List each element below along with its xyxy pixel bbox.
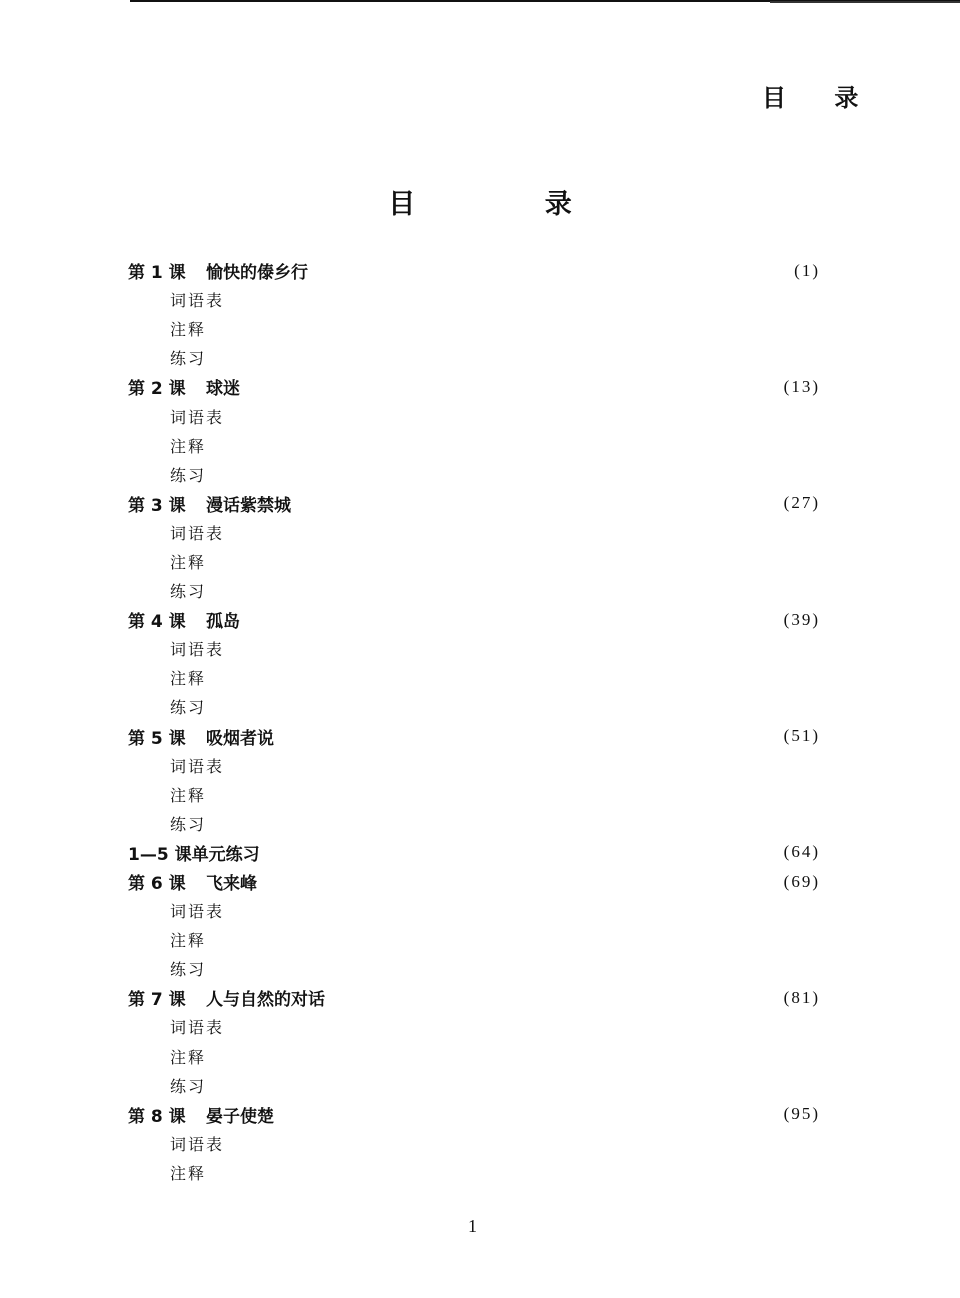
- toc-entry-heading: [128, 607, 252, 632]
- lesson-title: 愉快的傣乡行: [206, 263, 308, 284]
- toc-subentry-label: 注释: [170, 1163, 207, 1183]
- toc-subentry-label: 词语表: [170, 1018, 225, 1038]
- toc-subentry-label: 注释: [170, 931, 207, 951]
- page-reference: (81): [783, 987, 820, 1007]
- toc-entry-heading: [128, 1102, 286, 1127]
- dot-leader: [269, 875, 774, 889]
- lesson-number: 第 7 课: [128, 990, 186, 1011]
- toc-subentry-label: 练习: [170, 1076, 207, 1096]
- toc-subentry[interactable]: [128, 343, 820, 372]
- toc-subentry[interactable]: [128, 634, 820, 663]
- toc-subentry[interactable]: [128, 285, 820, 314]
- top-rule-right: [770, 1, 960, 3]
- toc-subentry[interactable]: [128, 460, 820, 489]
- toc-subentry-label: 注释: [170, 552, 207, 572]
- dot-leader: [303, 496, 774, 510]
- toc-subentry-label: 注释: [170, 1047, 207, 1067]
- toc-subentry-label: 词语表: [170, 640, 225, 660]
- toc-subentry-label: 词语表: [170, 291, 225, 311]
- lesson-number: 第 6 课: [128, 874, 186, 895]
- lesson-title: 孤岛: [206, 612, 240, 633]
- running-head: 目 录: [762, 84, 879, 112]
- dot-leader: [272, 845, 774, 859]
- toc-subentry[interactable]: [128, 576, 820, 605]
- page-reference: (51): [783, 726, 820, 746]
- page-reference: (13): [783, 376, 820, 396]
- lesson-title: 1—5 课单元练习: [128, 844, 260, 865]
- lesson-title: 漫话紫禁城: [206, 495, 291, 516]
- toc-subentry[interactable]: [128, 1129, 820, 1158]
- toc-subentry-label: 词语表: [170, 1134, 225, 1154]
- toc-subentry[interactable]: [128, 663, 820, 692]
- toc-lesson-entry[interactable]: [128, 983, 820, 1012]
- toc-subentry[interactable]: [128, 809, 820, 838]
- toc-subentry[interactable]: [128, 751, 820, 780]
- page-reference: (64): [783, 842, 820, 862]
- toc-unit-exercise[interactable]: [128, 838, 820, 867]
- dot-leader: [286, 729, 774, 743]
- lesson-title: 人与自然的对话: [206, 990, 325, 1011]
- toc-subentry[interactable]: [128, 1042, 820, 1071]
- lesson-number: 第 8 课: [128, 1106, 186, 1127]
- toc-lesson-entry[interactable]: [128, 867, 820, 896]
- toc-subentry-label: 练习: [170, 698, 207, 718]
- toc-subentry[interactable]: [128, 518, 820, 547]
- toc-subentry[interactable]: [128, 314, 820, 343]
- lesson-number: 第 1 课: [128, 263, 186, 284]
- toc-lesson-entry[interactable]: [128, 1100, 820, 1129]
- toc-subentry[interactable]: [128, 780, 820, 809]
- lesson-number: 第 4 课: [128, 612, 186, 633]
- toc-subentry-label: 词语表: [170, 407, 225, 427]
- table-of-contents: [128, 256, 820, 1187]
- toc-subentry[interactable]: [128, 925, 820, 954]
- lesson-number: 第 2 课: [128, 379, 186, 400]
- page-number: 1: [468, 1216, 477, 1236]
- toc-subentry[interactable]: [128, 431, 820, 460]
- toc-subentry-label: 注释: [170, 669, 207, 689]
- toc-subentry[interactable]: [128, 1071, 820, 1100]
- toc-subentry-label: 词语表: [170, 756, 225, 776]
- lesson-title: 飞来峰: [206, 874, 257, 895]
- page-reference: (69): [783, 871, 820, 891]
- dot-leader: [337, 991, 774, 1005]
- dot-leader: [252, 613, 774, 627]
- toc-subentry[interactable]: [128, 692, 820, 721]
- toc-lesson-entry[interactable]: [128, 372, 820, 401]
- lesson-number: 第 5 课: [128, 728, 186, 749]
- lesson-title: 吸烟者说: [206, 728, 274, 749]
- toc-subentry-label: 注释: [170, 320, 207, 340]
- page-reference: (95): [783, 1104, 820, 1124]
- toc-entry-heading: [128, 724, 286, 749]
- toc-lesson-entry[interactable]: [128, 605, 820, 634]
- toc-subentry[interactable]: [128, 547, 820, 576]
- toc-subentry[interactable]: [128, 1012, 820, 1041]
- toc-subentry-label: 练习: [170, 349, 207, 369]
- page-reference: (39): [783, 609, 820, 629]
- page-reference: (27): [783, 493, 820, 513]
- lesson-number: 第 3 课: [128, 495, 186, 516]
- dot-leader: [252, 380, 774, 394]
- toc-subentry-label: 词语表: [170, 902, 225, 922]
- toc-entry-heading: [128, 869, 269, 894]
- toc-subentry-label: 练习: [170, 465, 207, 485]
- toc-subentry[interactable]: [128, 954, 820, 983]
- toc-entry-heading: [128, 258, 320, 283]
- dot-leader: [286, 1107, 774, 1121]
- toc-entry-heading: [128, 840, 272, 865]
- toc-subentry-label: 练习: [170, 814, 207, 834]
- toc-entry-heading: [128, 985, 337, 1010]
- toc-subentry[interactable]: [128, 1158, 820, 1187]
- page-title: 目 录: [388, 189, 632, 220]
- lesson-title: 球迷: [206, 379, 240, 400]
- toc-subentry[interactable]: [128, 401, 820, 430]
- toc-subentry-label: 练习: [170, 582, 207, 602]
- page-reference: (1): [794, 260, 820, 280]
- toc-subentry[interactable]: [128, 896, 820, 925]
- lesson-title: 晏子使楚: [206, 1106, 274, 1127]
- toc-subentry-label: 词语表: [170, 523, 225, 543]
- toc-subentry-label: 练习: [170, 960, 207, 980]
- toc-entry-heading: [128, 491, 303, 516]
- toc-subentry-label: 注释: [170, 436, 207, 456]
- toc-lesson-entry[interactable]: [128, 722, 820, 751]
- toc-entry-heading: [128, 374, 252, 399]
- toc-lesson-entry[interactable]: [128, 256, 820, 285]
- dot-leader: [320, 264, 784, 278]
- toc-lesson-entry[interactable]: [128, 489, 820, 518]
- toc-subentry-label: 注释: [170, 785, 207, 805]
